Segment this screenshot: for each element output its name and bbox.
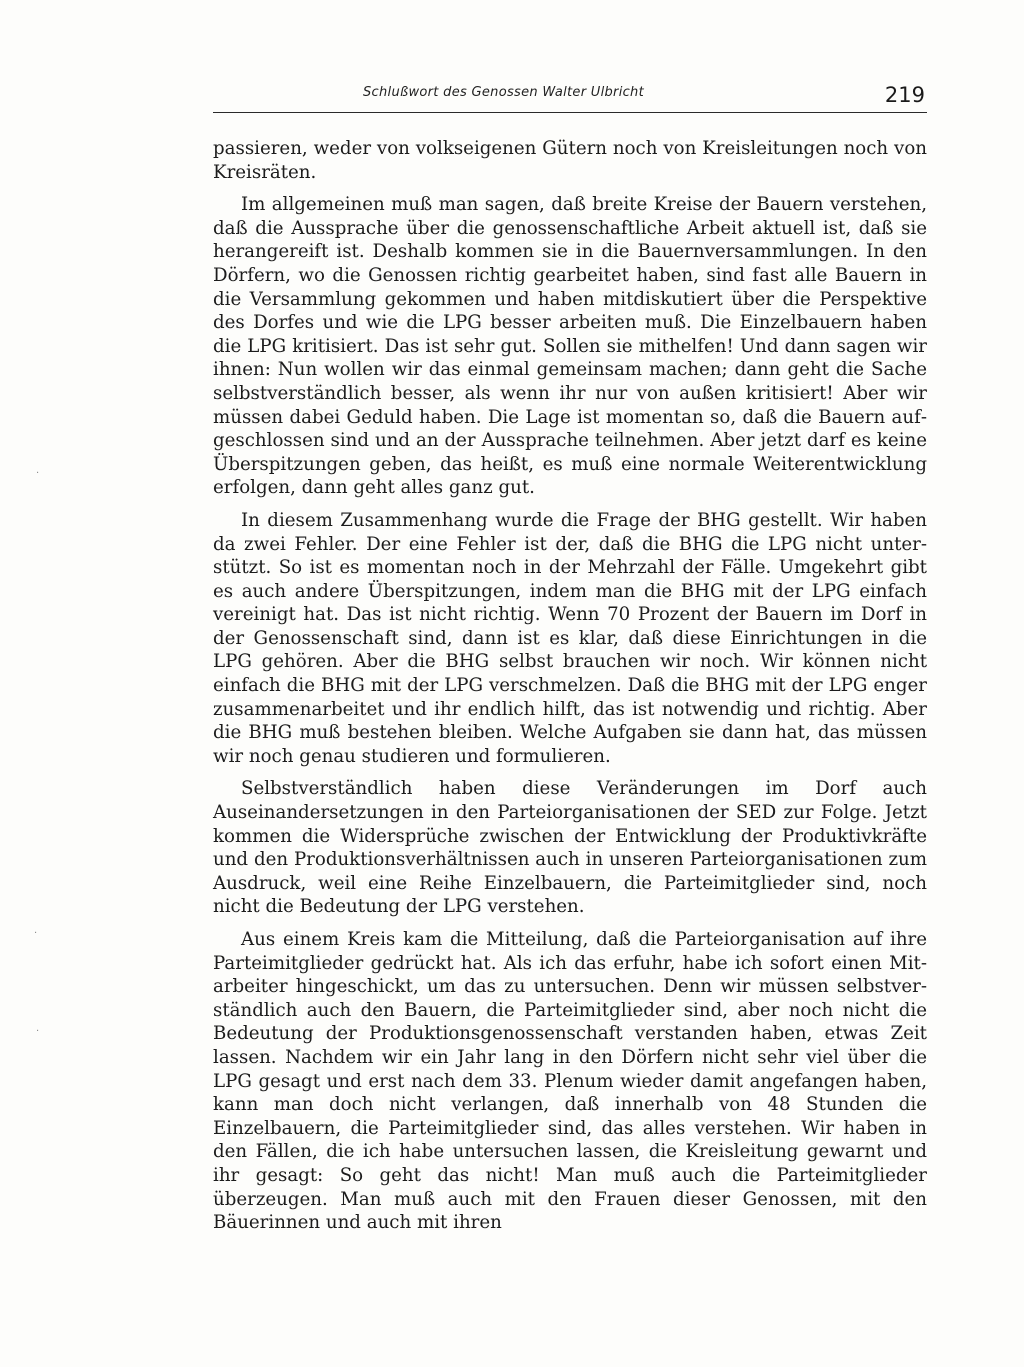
paragraph-continuation: passieren, weder von volkseigenen Gütern noch von Kreisleitungen noch von Kreisräten.: [213, 138, 927, 183]
page-number: 219: [884, 83, 925, 107]
paragraph: Im allgemeinen muß man sagen, daß breite Kreise der Bauern verstehen, daß die Aussprache über die genossenschaftliche Arbeit aktuell ist, daß sie herangereift ist. Deshalb kommen sie in die Bauernversammlungen. In den Dörfern, wo die Genossen richtig gearbeitet haben, sind fast alle Bauern in die Versammlung gekommen und haben mitdiskutiert über die Perspektive des Dorfes und wie die LPG besser arbeiten muß. Die Einzelbauern haben die LPG kritisiert. Das ist sehr gut. Sollen sie mithelfen! Und dann sagen wir ihnen: Nun wollen wir das einmal gemeinsam machen; dann geht die Sache selbstverständlich besser, als wenn ihr nur von außen kritisiert! Aber wir müssen dabei Geduld haben. Die Lage ist momentan so, daß die Bauern aufgeschlossen sind und an der Aussprache teilnehmen. Aber jetzt darf es keine Überspitzungen geben, das heißt, es muß eine normale Weiterentwicklung erfolgen, dann geht alles ganz gut.: [213, 194, 927, 499]
running-header: [213, 80, 927, 113]
paragraph: Aus einem Kreis kam die Mitteilung, daß die Parteiorganisation auf ihre Parteimitglieder gedrückt hat. Als ich das erfuhr, habe ich sofort einen Mitarbeiter hingeschickt, um das zu untersuchen. Denn wir müssen selbstverständlich auch den Bauern, die Parteimitglieder sind, aber noch nicht die Bedeutung der Produktionsgenossenschaft verstanden haben, etwas Zeit lassen. Nachdem wir ein Jahr lang in den Dörfern nicht sehr viel über die LPG gesagt und erst nach dem 33. Plenum wieder damit angefangen haben, kann man doch nicht verlangen, daß innerhalb von 48 Stunden die Einzelbauern, die Parteimitglieder sind, das alles verstehen. Wir haben in den Fällen, die ich habe untersuchen lassen, die Kreisleitung gewarnt und ihr gesagt: So geht das nicht! Man muß auch die Parteimitglieder überzeugen. Man muß auch mit den Frauen dieser Genossen, mit den Bäuerinnen und auch mit ihren: [213, 929, 927, 1234]
paragraph: Selbstverständlich haben diese Veränderungen im Dorf auch Auseinandersetzungen in den Parteiorganisationen der SED zur Folge. Jetzt kommen die Widersprüche zwischen der Entwicklung der Produktivkräfte und den Produktionsverhältnissen auch in unseren Parteiorganisationen zum Ausdruck, weil eine Reihe Einzelbauern, die Parteimitglieder sind, noch nicht die Bedeutung der LPG verstehen.: [213, 778, 927, 918]
margin-speck: ·: [36, 468, 40, 479]
running-header-title: Schlußwort des Genossen Walter Ulbricht: [363, 85, 644, 100]
margin-speck: ·: [34, 928, 38, 939]
margin-speck: ·: [36, 1026, 40, 1037]
paragraph: In diesem Zusammenhang wurde die Frage der BHG gestellt. Wir haben da zwei Fehler. Der eine Fehler ist der, daß die BHG die LPG nicht unterstützt. So ist es momentan noch in der Mehrzahl der Fälle. Umgekehrt gibt es auch andere Überspitzungen, indem man die BHG mit der LPG einfach vereinigt hat. Das ist nicht richtig. Wenn 70 Prozent der Bauern im Dorf in der Genossenschaft sind, dann ist es klar, daß diese Einrichtungen in die LPG gehören. Aber die BHG selbst brauchen wir noch. Wir können nicht einfach die BHG mit der LPG verschmelzen. Daß die BHG mit der LPG enger zusammenarbeitet und ihr endlich hilft, das ist notwendig und richtig. Aber die BHG muß bestehen bleiben. Welche Aufgaben sie dann hat, das müssen wir noch genau studieren und formulieren.: [213, 509, 927, 767]
body-text: [213, 137, 927, 1244]
